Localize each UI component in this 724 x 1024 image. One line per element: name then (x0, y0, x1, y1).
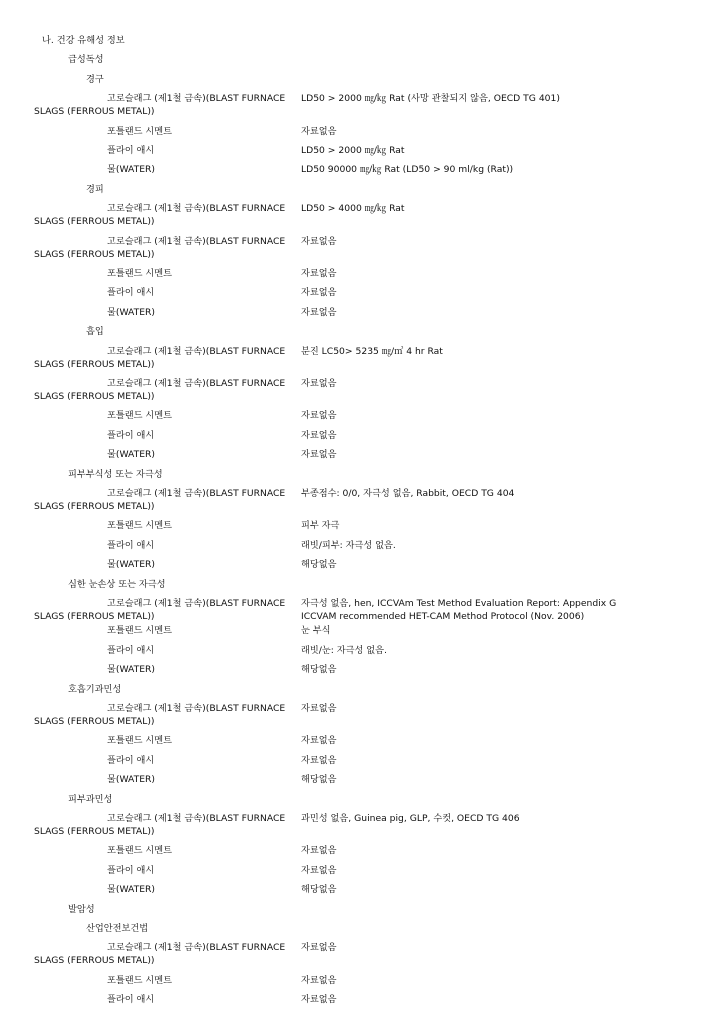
substance-name: 고로슬래그 (제1철 금속)(BLAST FURNACE (107, 378, 286, 389)
substance-name-cont: SLAGS (FERROUS METAL)) (34, 826, 155, 837)
hazard-value: LD50 90000 ㎎/㎏ Rat (LD50 > 90 ml/kg (Rat)) (301, 164, 514, 175)
hazard-value: 자료없음 (301, 126, 337, 137)
category-heading: 심한 눈손상 또는 자극성 (68, 579, 166, 590)
hazard-value: LD50 > 4000 ㎎/㎏ Rat (301, 203, 405, 214)
hazard-value: 자료없음 (301, 430, 337, 441)
substance-name: 고로슬래그 (제1철 금속)(BLAST FURNACE (107, 93, 286, 104)
hazard-value: LD50 > 2000 ㎎/㎏ Rat (사망 관찰되지 않음, OECD TG 401) (301, 93, 560, 104)
hazard-value: 해당없음 (301, 884, 337, 895)
category-heading: 급성독성 (68, 54, 104, 65)
sub-heading: 경구 (86, 74, 104, 85)
substance-name: 물(WATER) (107, 774, 155, 785)
substance-name: 물(WATER) (107, 449, 155, 460)
category-heading: 호흡기과민성 (68, 684, 122, 695)
hazard-value: 래빗/피부: 자극성 없음. (301, 540, 396, 551)
hazard-value: 해당없음 (301, 664, 337, 675)
hazard-value: 자료없음 (301, 975, 337, 986)
hazard-value: 자극성 없음, hen, ICCVAm Test Method Evaluation Report: Appendix G (301, 598, 617, 609)
substance-name: 플라이 애시 (107, 865, 155, 876)
substance-name: 플라이 애시 (107, 994, 155, 1005)
substance-name-cont: SLAGS (FERROUS METAL)) (34, 249, 155, 260)
sub-heading: 산업안전보건법 (86, 923, 149, 934)
substance-name: 고로슬래그 (제1철 금속)(BLAST FURNACE (107, 813, 286, 824)
substance-name: 포틀랜드 시멘트 (107, 975, 173, 986)
hazard-value: 자료없음 (301, 236, 337, 247)
hazard-value: 피부 자극 (301, 520, 340, 531)
substance-name-cont: SLAGS (FERROUS METAL)) (34, 216, 155, 227)
hazard-value: 자료없음 (301, 735, 337, 746)
substance-name: 포틀랜드 시멘트 (107, 735, 173, 746)
substance-name: 플라이 애시 (107, 145, 155, 156)
substance-name: 물(WATER) (107, 884, 155, 895)
hazard-value: 자료없음 (301, 845, 337, 856)
hazard-value: 자료없음 (301, 410, 337, 421)
category-heading: 피부부식성 또는 자극성 (68, 469, 163, 480)
substance-name-cont: SLAGS (FERROUS METAL)) (34, 359, 155, 370)
substance-name: 고로슬래그 (제1철 금속)(BLAST FURNACE (107, 488, 286, 499)
substance-name-cont: SLAGS (FERROUS METAL)) (34, 955, 155, 966)
substance-name: 물(WATER) (107, 164, 155, 175)
substance-name: 물(WATER) (107, 559, 155, 570)
substance-name: 고로슬래그 (제1철 금속)(BLAST FURNACE (107, 203, 286, 214)
substance-name: 고로슬래그 (제1철 금속)(BLAST FURNACE (107, 942, 286, 953)
hazard-value: 자료없음 (301, 287, 337, 298)
hazard-value: 자료없음 (301, 942, 337, 953)
substance-name: 포틀랜드 시멘트 (107, 410, 173, 421)
hazard-value: LD50 > 2000 ㎎/㎏ Rat (301, 145, 405, 156)
sub-heading: 경피 (86, 184, 104, 195)
hazard-value: 해당없음 (301, 774, 337, 785)
hazard-value: 자료없음 (301, 268, 337, 279)
substance-name: 포틀랜드 시멘트 (107, 520, 173, 531)
substance-name: 플라이 애시 (107, 645, 155, 656)
category-heading: 발암성 (68, 904, 95, 915)
substance-name: 플라이 애시 (107, 287, 155, 298)
hazard-value: 과민성 없음, Guinea pig, GLP, 수컷, OECD TG 406 (301, 813, 520, 824)
substance-name-cont: SLAGS (FERROUS METAL)) (34, 501, 155, 512)
hazard-value: 자료없음 (301, 994, 337, 1005)
hazard-value-cont: ICCVAM recommended HET-CAM Method Protocol (Nov. 2006) (301, 611, 585, 622)
substance-name: 플라이 애시 (107, 430, 155, 441)
substance-name: 고로슬래그 (제1철 금속)(BLAST FURNACE (107, 236, 286, 247)
hazard-value: 자료없음 (301, 307, 337, 318)
substance-name-cont: SLAGS (FERROUS METAL)) (34, 106, 155, 117)
substance-name-cont: SLAGS (FERROUS METAL)) (34, 716, 155, 727)
hazard-value: 래빗/눈: 자극성 없음. (301, 645, 387, 656)
hazard-value: 자료없음 (301, 449, 337, 460)
section-title: 나. 건강 유해성 정보 (42, 35, 125, 46)
hazard-value: 눈 부식 (301, 625, 331, 636)
substance-name: 물(WATER) (107, 307, 155, 318)
substance-name: 포틀랜드 시멘트 (107, 845, 173, 856)
substance-name: 포틀랜드 시멘트 (107, 625, 173, 636)
substance-name-cont: SLAGS (FERROUS METAL)) (34, 611, 155, 622)
hazard-value: 해당없음 (301, 559, 337, 570)
hazard-value: 자료없음 (301, 703, 337, 714)
substance-name: 플라이 애시 (107, 540, 155, 551)
hazard-value: 자료없음 (301, 865, 337, 876)
substance-name: 고로슬래그 (제1철 금속)(BLAST FURNACE (107, 598, 286, 609)
substance-name-cont: SLAGS (FERROUS METAL)) (34, 391, 155, 402)
substance-name: 고로슬래그 (제1철 금속)(BLAST FURNACE (107, 346, 286, 357)
sub-heading: 흡입 (86, 326, 104, 337)
substance-name: 물(WATER) (107, 664, 155, 675)
substance-name: 포틀랜드 시멘트 (107, 126, 173, 137)
hazard-value: 자료없음 (301, 755, 337, 766)
substance-name: 고로슬래그 (제1철 금속)(BLAST FURNACE (107, 703, 286, 714)
substance-name: 플라이 애시 (107, 755, 155, 766)
category-heading: 피부과민성 (68, 794, 113, 805)
substance-name: 포틀랜드 시멘트 (107, 268, 173, 279)
hazard-value: 자료없음 (301, 378, 337, 389)
hazard-value: 분진 LC50> 5235 ㎎/㎥ 4 hr Rat (301, 346, 443, 357)
hazard-value: 부종점수: 0/0, 자극성 없음, Rabbit, OECD TG 404 (301, 488, 515, 499)
